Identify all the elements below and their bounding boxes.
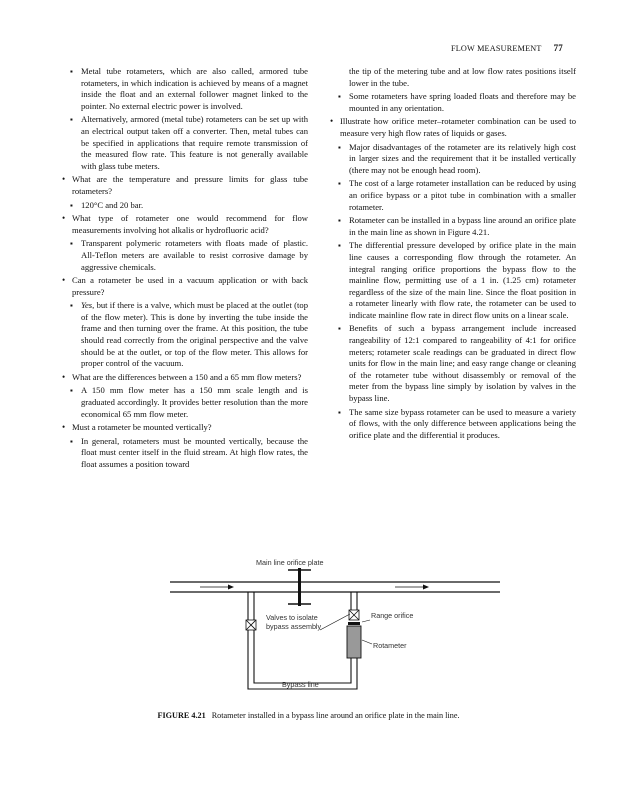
figure-number: FIGURE 4.21 <box>157 711 206 720</box>
figure-caption <box>60 711 557 720</box>
bypass-diagram <box>170 558 500 710</box>
running-header <box>60 43 563 53</box>
orifice-plate <box>298 568 301 606</box>
range-leader-line <box>362 620 370 622</box>
flow-arrow-mid <box>395 585 429 590</box>
answer-item: ▪ Benefits of such a bypass arrangement include increased rangeability of 12:1 compared to rangeability of 4:1 for orifice meters; rotameter scale readings can be graduated in direct flow units for flow in the main line; and easy range change or cleaning of the rotameter tube without disassembly or removal of the meter from the bypass line simply by isolation by valves in the bypass line. <box>330 323 576 404</box>
question-item: • What are the differences between a 150 and a 65 mm flow meters? <box>62 372 308 384</box>
left-column <box>62 66 308 473</box>
bypass-figure <box>170 558 500 710</box>
answer-text: , but if there is a valve, which must be placed at the outlet (top of the flow meter). This is done by inverting the tube inside the frame and then turning over the frame. At this position, the tube should read correctly from the original perspective and the valve should be at the outlet, or top of the flow meter. This allows for proper control of the vacuum. <box>81 300 308 369</box>
bypass-pipe-inner <box>254 592 351 683</box>
answer-item: ▪ A 150 mm flow meter has a 150 mm scale length and is graduated accordingly. It provides better resolution than the more economical 65 mm flow meter. <box>62 385 308 420</box>
label-range-orifice: Range orifice <box>371 611 414 620</box>
label-rotameter: Rotameter <box>373 641 407 650</box>
label-bypass-line: Bypass line <box>282 680 319 689</box>
answer-item: ▪ Major disadvantages of the rotameter are its relatively high cost in larger sizes and the requirement that it be installed vertically (there may not be enough head room). <box>330 142 576 177</box>
answer-item: ▪ Metal tube rotameters, which are also called, armored tube rotameters, in which indication is achieved by means of a magnet inside the float and an external follower magnet linked to the pointer. No external electric power is involved. <box>62 66 308 112</box>
question-item: • Must a rotameter be mounted vertically? <box>62 422 308 434</box>
label-main-orifice: Main line orifice plate <box>256 558 324 567</box>
question-item: • Illustrate how orifice meter–rotameter combination can be used to measure very high flow rates of liquids or gases. <box>330 116 576 139</box>
continued-text: the tip of the metering tube and at low flow rates positions itself lower in the tube. <box>349 66 576 88</box>
rotameter-leader-line <box>362 640 372 644</box>
answer-item: ▪ Rotameter can be installed in a bypass line around an orifice plate in the main line as shown in Figure 4.21. <box>330 215 576 238</box>
answer-item: ▪ The differential pressure developed by orifice plate in the main line causes a corresponding flow through the rotameter. An integral ranging orifice proportions the bypass flow to the mainline flow, permitting use of a 1 in. (1.25 cm) rotameter regardless of the size of the main line. Since the float position in a rotameter linearly with flow rate, the rotameter can be used to indicate mainline flow rate in direct flow units on a linear scale. <box>330 240 576 321</box>
valve-left-icon <box>246 620 256 630</box>
page-number: 77 <box>553 43 563 53</box>
valve-leader-line <box>320 614 350 630</box>
flow-arrow-left <box>200 585 234 590</box>
label-valves-2: bypass assembly <box>266 622 322 631</box>
figure-caption-text: Rotameter installed in a bypass line around an orifice plate in the main line. <box>211 711 460 720</box>
rotameter-body <box>347 626 361 658</box>
right-column <box>330 66 576 443</box>
label-valves: Valves to isolate <box>266 613 318 622</box>
header-title: FLOW MEASUREMENT <box>450 44 542 53</box>
italic-yes: Yes <box>81 300 93 311</box>
question-item: • What type of rotameter one would recommend for flow measurements involving hot alkalis or hydrofluoric acid? <box>62 213 308 236</box>
question-item: • Can a rotameter be used in a vacuum application or with back pressure? <box>62 275 308 298</box>
range-orifice <box>348 622 360 625</box>
answer-item: ▪ Alternatively, armored (metal tube) rotameters can be set up with an electrical output taken off a converter. Then, metal tubes can be specified in applications that require remote transmission of the measured flow rate. This feature is not generally available with glass tube meters. <box>62 114 308 172</box>
answer-item: ▪ Transparent polymeric rotameters with floats made of plastic. All-Teflon meters are available to resist corrosive damage by aggressive chemicals. <box>62 238 308 273</box>
answer-item: ▪ The cost of a large rotameter installation can be reduced by using an orifice bypass or a pitot tube in combination with a smaller rotameter. <box>330 178 576 213</box>
answer-item: ▪ Some rotameters have spring loaded floats and therefore may be mounted in any orientation. <box>330 91 576 114</box>
answer-item: ▪ In general, rotameters must be mounted vertically, because the float must center itself in the fluid stream. At high flow rates, the float assumes a position toward <box>62 436 308 471</box>
valve-right-icon <box>349 610 359 620</box>
bypass-pipe-outer <box>248 592 357 689</box>
answer-item: ▪ 120°C and 20 bar. <box>62 200 308 212</box>
question-item: • What are the temperature and pressure limits for glass tube rotameters? <box>62 174 308 197</box>
answer-item <box>62 300 308 370</box>
answer-item: ▪ The same size bypass rotameter can be used to measure a variety of flows, with the only difference between applications being the orifice plate and the differential it produces. <box>330 407 576 442</box>
